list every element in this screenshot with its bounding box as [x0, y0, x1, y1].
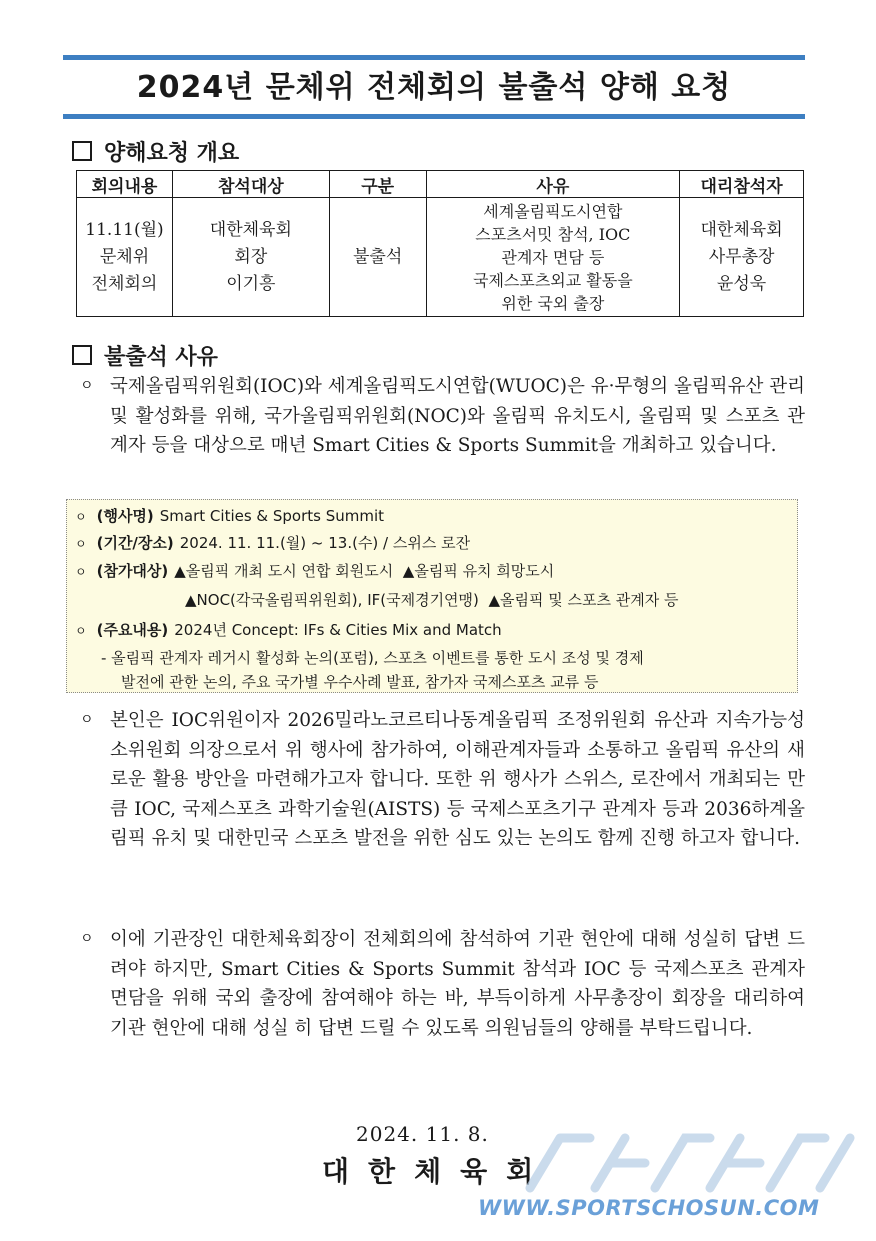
bullet-circle-icon: ㅇ	[75, 565, 87, 579]
cell-attendee	[172, 198, 329, 317]
header-proxy: 대리참석자	[680, 171, 804, 198]
paragraph-request-text: 이에 기관장인 대한체육회장이 전체회의에 참석하여 기관 현안에 대해 성실히 답변 드려야 하지만, Smart Cities & Sports Summit 참석과 IOC 등 국제스포츠 관계자 면담을 위해 국외 출장에 참여해야 하는 바, 부득이하게 사무총장이 회장을 대리하여 기관 현안에 대해 성실 히 답변 드릴 수 있도록 의원님들의 양해를 부탁드립니다.	[110, 929, 805, 1039]
paragraph-background-text: 국제올림픽위원회(IOC)와 세계올림픽도시연합(WUOC)은 유·무형의 올림픽유산 관리 및 활성화를 위해, 국가올림픽위원회(NOC)와 올림픽 유치도시, 올림픽 및 스포츠 관계자 등을 대상으로 매년 Smart Cities & Sports Summit을 개최하고 있습니다.	[110, 376, 805, 456]
paragraph-request	[80, 925, 805, 1043]
section-reason-heading	[72, 340, 218, 371]
bullet-circle-icon: ㅇ	[75, 510, 87, 524]
header-type: 구분	[329, 171, 426, 198]
event-content-label: (주요내용)	[96, 621, 169, 639]
section-overview-heading	[72, 136, 239, 167]
participant-item: ▲올림픽 및 스포츠 관계자 등	[488, 591, 679, 609]
proxy-line: 윤성욱	[716, 273, 767, 294]
event-participants-label: (참가대상)	[96, 562, 169, 580]
meeting-line: 11.11(월)	[85, 219, 164, 240]
organization-signature: 대한체육회	[322, 1155, 553, 1188]
sportschosun-watermark-logo	[520, 1128, 860, 1198]
event-period-value: 2024. 11. 11.(월) ~ 13.(수) / 스위스 로잔	[179, 534, 471, 552]
attendee-line: 이기흥	[226, 273, 276, 294]
reason-line: 세계올림픽도시연합	[483, 201, 623, 221]
participant-item: ▲NOC(각국올림픽위원회), IF(국제경기연맹)	[185, 591, 479, 609]
event-period-row	[75, 532, 470, 553]
header-meeting: 회의내용	[77, 171, 173, 198]
document-title: 2024년 문체위 전체회의 불출석 양해 요청	[136, 70, 732, 105]
bullet-circle-icon: ㅇ	[80, 931, 94, 947]
event-content-detail-1: - 올림픽 관계자 레거시 활성화 논의(포럼), 스포츠 이벤트를 통한 도시 조성 및 경제	[101, 649, 644, 667]
overview-table	[76, 170, 804, 317]
event-name-label: (행사명)	[96, 507, 154, 525]
section-overview-label: 양해요청 개요	[104, 141, 240, 166]
paragraph-purpose	[80, 706, 805, 854]
cell-meeting	[77, 198, 173, 317]
attendee-line: 회장	[234, 246, 268, 267]
reason-line: 관계자 면담 등	[501, 247, 605, 267]
title-top-rule	[63, 55, 805, 60]
header-reason: 사유	[426, 171, 680, 198]
event-name-value: Smart Cities & Sports Summit	[159, 507, 385, 525]
participant-item: ▲올림픽 유치 희망도시	[402, 562, 555, 580]
bullet-circle-icon: ㅇ	[80, 378, 94, 394]
section-reason-label: 불출석 사유	[104, 345, 218, 370]
event-participants-row	[75, 560, 554, 581]
reason-line: 위한 국외 출장	[501, 293, 605, 313]
event-content-row	[75, 619, 502, 640]
table-header-row	[77, 171, 804, 198]
event-content-detail-2: 발전에 관한 논의, 주요 국가별 우수사례 발표, 참가자 국제스포츠 교류 등	[121, 673, 599, 691]
document-date: 2024. 11. 8.	[356, 1122, 489, 1146]
event-name-row	[75, 505, 384, 526]
table-row	[77, 198, 804, 317]
cell-type: 불출석	[329, 198, 426, 317]
checkbox-square-icon	[72, 141, 92, 161]
proxy-line: 사무총장	[708, 246, 775, 267]
bullet-circle-icon: ㅇ	[75, 624, 87, 638]
event-info-box	[66, 499, 798, 693]
participant-item: ▲올림픽 개최 도시 연합 회원도시	[174, 562, 394, 580]
watermark-url: WWW.SPORTSCHOSUN.COM	[478, 1196, 820, 1220]
paragraph-background	[80, 372, 805, 461]
checkbox-square-icon	[72, 345, 92, 365]
cell-proxy	[680, 198, 804, 317]
paragraph-purpose-text: 본인은 IOC위원이자 2026밀라노코르티나동계올림픽 조정위원회 유산과 지속가능성 소위원회 의장으로서 위 행사에 참가하여, 이해관계자들과 소통하고 올림픽 유산의 새로운 활용 방안을 마련해가고자 합니다. 또한 위 행사가 스위스, 로잔에서 개최되는 만큼 IOC, 국제스포츠 과학기술원(AISTS) 등 국제스포츠기구 관계자 등과 2036하계올림픽 유치 및 대한민국 스포츠 발전을 위한 심도 있는 논의도 함께 진행 하고자 합니다.	[110, 710, 805, 849]
reason-line: 국제스포츠외교 활동을	[473, 270, 633, 290]
meeting-line: 전체회의	[91, 273, 158, 294]
meeting-line: 문체위	[99, 246, 150, 267]
attendee-line: 대한체육회	[209, 219, 292, 240]
bullet-circle-icon: ㅇ	[80, 712, 94, 728]
title-bottom-rule	[63, 114, 805, 119]
event-period-label: (기간/장소)	[96, 534, 174, 552]
event-content-value: 2024년 Concept: IFs & Cities Mix and Match	[174, 621, 502, 639]
reason-line: 스포츠서밋 참석, IOC	[475, 224, 631, 244]
proxy-line: 대한체육회	[700, 219, 783, 240]
header-attendee: 참석대상	[172, 171, 329, 198]
event-participants-row-2	[185, 589, 678, 610]
cell-reason	[426, 198, 680, 317]
bullet-circle-icon: ㅇ	[75, 537, 87, 551]
